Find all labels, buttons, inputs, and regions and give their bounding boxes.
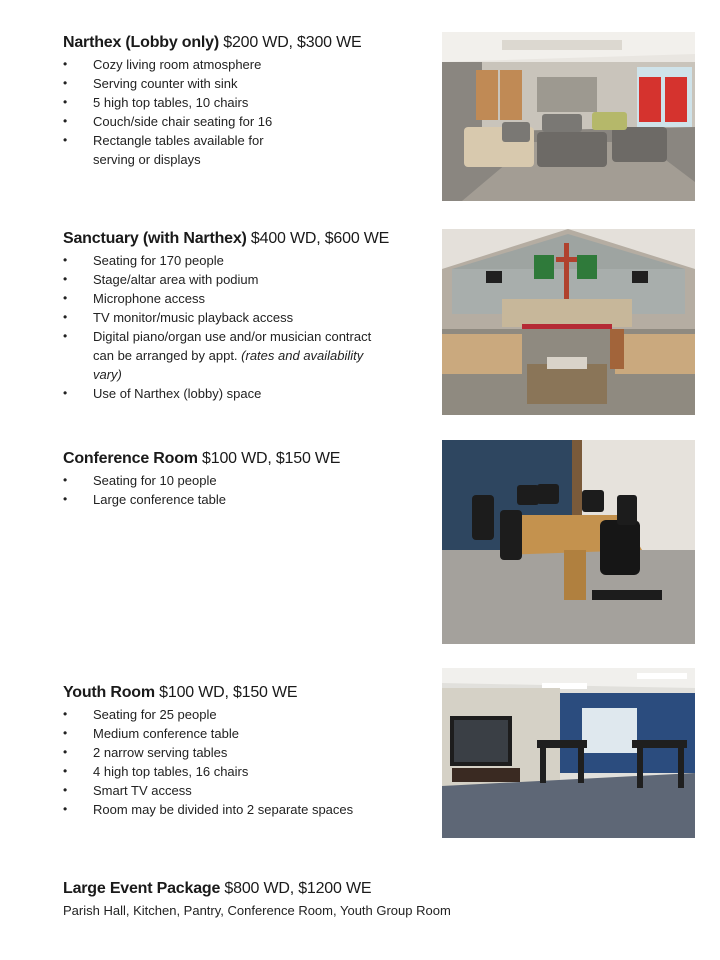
feature-item: • Smart TV access — [63, 781, 423, 800]
feature-item-piano: • Digital piano/organ use and/or musician contract can be arranged by appt. (rates and availability vary) — [63, 327, 393, 384]
sanctuary-photo — [442, 229, 695, 415]
youth-title: Youth Room $100 WD, $150 WE — [63, 684, 298, 701]
feature-item: • Room may be divided into 2 separate spaces — [63, 800, 423, 819]
feature-item: • Stage/altar area with podium — [63, 270, 423, 289]
feature-item: • Use of Narthex (lobby) space — [63, 384, 423, 403]
narthex-section — [63, 33, 423, 169]
feature-item: • Seating for 10 people — [63, 471, 423, 490]
youth-features — [63, 705, 423, 819]
conference-features — [63, 471, 423, 509]
feature-item: • Rectangle tables available for serving or displays — [63, 131, 293, 169]
rates-note: (rates and availability vary) — [93, 348, 364, 382]
feature-item: • Cozy living room atmosphere — [63, 55, 423, 74]
feature-item: • Seating for 25 people — [63, 705, 423, 724]
conference-section — [63, 449, 423, 509]
youth-section — [63, 683, 423, 819]
sanctuary-title: Sanctuary (with Narthex) $400 WD, $600 WE — [63, 230, 390, 247]
conference-title: Conference Room $100 WD, $150 WE — [63, 450, 341, 467]
feature-item: • Large conference table — [63, 490, 423, 509]
feature-item: • Medium conference table — [63, 724, 423, 743]
package-section — [63, 879, 563, 920]
narthex-title: Narthex (Lobby only) $200 WD, $300 WE — [63, 34, 362, 51]
narthex-photo — [442, 32, 695, 201]
feature-item: • TV monitor/music playback access — [63, 308, 423, 327]
feature-item: • 4 high top tables, 16 chairs — [63, 762, 423, 781]
feature-item: • Couch/side chair seating for 16 — [63, 112, 423, 131]
conference-photo — [442, 440, 695, 644]
feature-item: • Microphone access — [63, 289, 423, 308]
narthex-features — [63, 55, 423, 169]
youth-photo — [442, 668, 695, 838]
feature-item: • 5 high top tables, 10 chairs — [63, 93, 423, 112]
sanctuary-features — [63, 251, 423, 403]
feature-item: • Seating for 170 people — [63, 251, 423, 270]
feature-item: • 2 narrow serving tables — [63, 743, 423, 762]
sanctuary-section — [63, 229, 423, 403]
package-title: Large Event Package $800 WD, $1200 WE — [63, 880, 372, 897]
package-includes: Parish Hall, Kitchen, Pantry, Conference Room, Youth Group Room — [63, 903, 451, 918]
feature-item: • Serving counter with sink — [63, 74, 423, 93]
